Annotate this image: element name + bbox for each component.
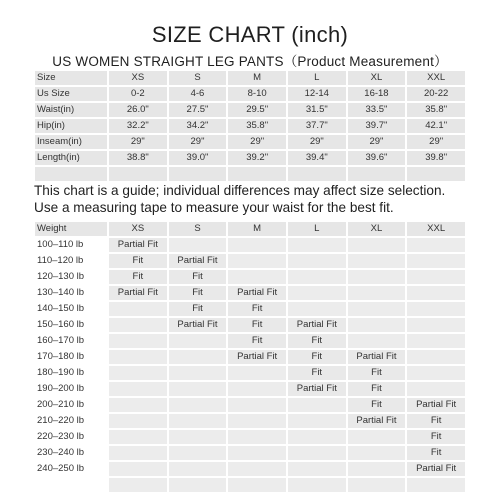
header-size-xxl: XXL xyxy=(407,222,465,236)
fit-note xyxy=(34,182,484,216)
measurement-row xyxy=(35,151,465,165)
header-size-xs: XS xyxy=(109,71,167,85)
measurement-cell: 39.6" xyxy=(348,151,406,165)
fit-cell xyxy=(228,414,286,428)
fit-cell: Fit xyxy=(169,302,227,316)
measurement-cell: 29" xyxy=(288,135,346,149)
header-size-s: S xyxy=(169,222,227,236)
measurement-header-row xyxy=(35,71,465,85)
fit-cell xyxy=(228,478,286,492)
weight-row xyxy=(35,478,465,492)
weight-range-label: 100–110 lb xyxy=(35,238,107,252)
chart-title: SIZE CHART (inch) xyxy=(151,22,349,47)
fit-cell xyxy=(348,446,406,460)
measurement-cell: 39.2" xyxy=(228,151,286,165)
fit-cell xyxy=(169,382,227,396)
fit-cell xyxy=(407,254,465,268)
weight-range-label: 190–200 lb xyxy=(35,382,107,396)
weight-range-label: 200–210 lb xyxy=(35,398,107,412)
fit-cell xyxy=(109,382,167,396)
fit-cell: Partial Fit xyxy=(288,318,346,332)
measurement-cell: 20-22 xyxy=(407,87,465,101)
fit-cell: Fit xyxy=(407,446,465,460)
fit-cell: Fit xyxy=(228,302,286,316)
fit-cell xyxy=(407,318,465,332)
fit-cell: Fit xyxy=(109,254,167,268)
fit-cell xyxy=(169,462,227,476)
measurement-cell: 29" xyxy=(228,135,286,149)
measurement-cell xyxy=(348,167,406,181)
fit-cell: Partial Fit xyxy=(348,414,406,428)
fit-cell xyxy=(288,446,346,460)
weight-range-label: 180–190 lb xyxy=(35,366,107,380)
measurement-cell: 39.8" xyxy=(407,151,465,165)
fit-cell: Fit xyxy=(288,350,346,364)
fit-cell xyxy=(348,462,406,476)
chart-subtitle: US WOMEN STRAIGHT LEG PANTS（Product Measurement） xyxy=(52,54,448,69)
fit-cell xyxy=(407,302,465,316)
weight-row xyxy=(35,462,465,476)
fit-cell xyxy=(109,318,167,332)
header-size-s: S xyxy=(169,71,227,85)
fit-cell xyxy=(407,366,465,380)
fit-cell xyxy=(407,478,465,492)
measurement-cell: 34.2" xyxy=(169,119,227,133)
fit-cell xyxy=(109,350,167,364)
fit-cell xyxy=(109,398,167,412)
fit-cell xyxy=(109,302,167,316)
fit-cell xyxy=(109,462,167,476)
fit-cell xyxy=(407,334,465,348)
weight-range-label: 240–250 lb xyxy=(35,462,107,476)
fit-cell xyxy=(288,302,346,316)
fit-cell xyxy=(407,350,465,364)
measurement-cell: 32.2" xyxy=(109,119,167,133)
weight-range-label: 140–150 lb xyxy=(35,302,107,316)
fit-cell xyxy=(109,366,167,380)
measurement-cell: 26.0" xyxy=(109,103,167,117)
measurement-cell: 29" xyxy=(348,135,406,149)
fit-cell xyxy=(348,334,406,348)
header-size-m: M xyxy=(228,222,286,236)
fit-cell xyxy=(288,430,346,444)
fit-cell xyxy=(288,462,346,476)
measurement-cell xyxy=(288,167,346,181)
header-size-l: L xyxy=(288,222,346,236)
measurement-row xyxy=(35,87,465,101)
measurement-cell: 29.5" xyxy=(228,103,286,117)
weight-row xyxy=(35,334,465,348)
fit-cell xyxy=(228,462,286,476)
fit-cell xyxy=(348,238,406,252)
fit-cell xyxy=(169,414,227,428)
weight-row xyxy=(35,270,465,284)
fit-cell xyxy=(228,254,286,268)
fit-cell xyxy=(288,254,346,268)
measurement-cell: 37.7" xyxy=(288,119,346,133)
measurement-cell: 33.5" xyxy=(348,103,406,117)
weight-range-label: 120–130 lb xyxy=(35,270,107,284)
row-label: Length(in) xyxy=(35,151,107,165)
weight-row xyxy=(35,382,465,396)
fit-cell: Partial Fit xyxy=(109,286,167,300)
fit-cell xyxy=(288,238,346,252)
fit-cell xyxy=(288,398,346,412)
measurement-cell: 8-10 xyxy=(228,87,286,101)
weight-row xyxy=(35,398,465,412)
fit-cell xyxy=(109,430,167,444)
fit-cell xyxy=(407,286,465,300)
weight-range-label: 130–140 lb xyxy=(35,286,107,300)
fit-cell xyxy=(348,286,406,300)
fit-cell xyxy=(348,318,406,332)
weight-row xyxy=(35,254,465,268)
measurement-cell: 38.8" xyxy=(109,151,167,165)
fit-cell: Fit xyxy=(169,286,227,300)
weight-row xyxy=(35,366,465,380)
measurement-row xyxy=(35,119,465,133)
fit-cell xyxy=(407,238,465,252)
header-weight-label: Weight xyxy=(35,222,107,236)
measurement-cell: 35.8" xyxy=(228,119,286,133)
measurement-cell: 29" xyxy=(169,135,227,149)
fit-cell: Fit xyxy=(228,318,286,332)
fit-cell xyxy=(228,446,286,460)
fit-cell: Partial Fit xyxy=(407,398,465,412)
row-label: Hip(in) xyxy=(35,119,107,133)
weight-range-label: 110–120 lb xyxy=(35,254,107,268)
fit-cell xyxy=(169,478,227,492)
fit-cell: Partial Fit xyxy=(228,350,286,364)
weight-row xyxy=(35,350,465,364)
header-size-xxl: XXL xyxy=(407,71,465,85)
weight-row xyxy=(35,286,465,300)
weight-header-row xyxy=(35,222,465,236)
measurement-cell xyxy=(109,167,167,181)
fit-cell xyxy=(348,478,406,492)
fit-cell: Partial Fit xyxy=(109,238,167,252)
measurement-cell: 4-6 xyxy=(169,87,227,101)
weight-range-label: 230–240 lb xyxy=(35,446,107,460)
weight-range-label: 210–220 lb xyxy=(35,414,107,428)
measurement-row xyxy=(35,103,465,117)
weight-range-label: 220–230 lb xyxy=(35,430,107,444)
measurement-cell: 29" xyxy=(109,135,167,149)
fit-note-line-1: This chart is a guide; individual differences may affect size selection. xyxy=(34,183,446,198)
fit-cell: Fit xyxy=(407,414,465,428)
measurement-cell: 35.8" xyxy=(407,103,465,117)
measurement-cell: 39.0" xyxy=(169,151,227,165)
fit-cell xyxy=(109,446,167,460)
measurement-row xyxy=(35,167,465,181)
fit-cell xyxy=(288,414,346,428)
row-label xyxy=(35,167,107,181)
fit-cell xyxy=(228,238,286,252)
fit-cell xyxy=(228,398,286,412)
fit-cell xyxy=(109,478,167,492)
weight-row xyxy=(35,238,465,252)
measurement-cell xyxy=(407,167,465,181)
fit-cell xyxy=(109,414,167,428)
measurement-cell xyxy=(228,167,286,181)
fit-cell: Fit xyxy=(288,334,346,348)
measurement-row xyxy=(35,135,465,149)
fit-cell xyxy=(288,478,346,492)
fit-cell xyxy=(169,398,227,412)
weight-range-label xyxy=(35,478,107,492)
fit-cell xyxy=(228,430,286,444)
weight-range-label: 160–170 lb xyxy=(35,334,107,348)
header-size-l: L xyxy=(288,71,346,85)
fit-cell xyxy=(169,446,227,460)
measurement-cell: 39.4" xyxy=(288,151,346,165)
fit-cell: Partial Fit xyxy=(407,462,465,476)
row-label: Inseam(in) xyxy=(35,135,107,149)
measurement-cell: 12-14 xyxy=(288,87,346,101)
fit-cell xyxy=(169,430,227,444)
fit-cell: Fit xyxy=(109,270,167,284)
header-size-xs: XS xyxy=(109,222,167,236)
weight-range-label: 170–180 lb xyxy=(35,350,107,364)
fit-cell: Partial Fit xyxy=(169,318,227,332)
fit-cell xyxy=(348,302,406,316)
fit-cell xyxy=(348,270,406,284)
fit-cell xyxy=(169,334,227,348)
row-label: Us Size xyxy=(35,87,107,101)
fit-cell: Fit xyxy=(348,366,406,380)
fit-cell xyxy=(169,350,227,364)
weight-fit-table xyxy=(33,220,467,494)
fit-cell xyxy=(348,254,406,268)
fit-cell: Fit xyxy=(228,334,286,348)
fit-note-line-2: Use a measuring tape to measure your waist for the best fit. xyxy=(34,200,394,215)
fit-cell xyxy=(169,366,227,380)
measurement-cell: 31.5" xyxy=(288,103,346,117)
fit-cell: Fit xyxy=(407,430,465,444)
fit-cell: Partial Fit xyxy=(228,286,286,300)
measurement-cell: 27.5" xyxy=(169,103,227,117)
weight-row xyxy=(35,414,465,428)
header-size-xl: XL xyxy=(348,222,406,236)
fit-cell xyxy=(109,334,167,348)
fit-cell xyxy=(228,270,286,284)
weight-range-label: 150–160 lb xyxy=(35,318,107,332)
header-size-m: M xyxy=(228,71,286,85)
fit-cell: Fit xyxy=(348,398,406,412)
weight-row xyxy=(35,446,465,460)
measurement-cell xyxy=(169,167,227,181)
fit-cell xyxy=(348,430,406,444)
fit-cell xyxy=(228,382,286,396)
measurement-cell: 42.1" xyxy=(407,119,465,133)
measurement-cell: 39.7" xyxy=(348,119,406,133)
header-size-label: Size xyxy=(35,71,107,85)
fit-cell: Fit xyxy=(348,382,406,396)
fit-cell xyxy=(288,286,346,300)
fit-cell xyxy=(288,270,346,284)
weight-row xyxy=(35,318,465,332)
row-label: Waist(in) xyxy=(35,103,107,117)
fit-cell xyxy=(407,382,465,396)
fit-cell xyxy=(228,366,286,380)
fit-cell xyxy=(407,270,465,284)
fit-cell: Partial Fit xyxy=(348,350,406,364)
fit-cell: Fit xyxy=(169,270,227,284)
measurement-cell: 16-18 xyxy=(348,87,406,101)
fit-cell: Partial Fit xyxy=(169,254,227,268)
weight-row xyxy=(35,430,465,444)
fit-cell: Partial Fit xyxy=(288,382,346,396)
header-size-xl: XL xyxy=(348,71,406,85)
measurement-table xyxy=(33,69,467,183)
fit-cell xyxy=(169,238,227,252)
fit-cell: Fit xyxy=(288,366,346,380)
measurement-cell: 29" xyxy=(407,135,465,149)
weight-row xyxy=(35,302,465,316)
measurement-cell: 0-2 xyxy=(109,87,167,101)
